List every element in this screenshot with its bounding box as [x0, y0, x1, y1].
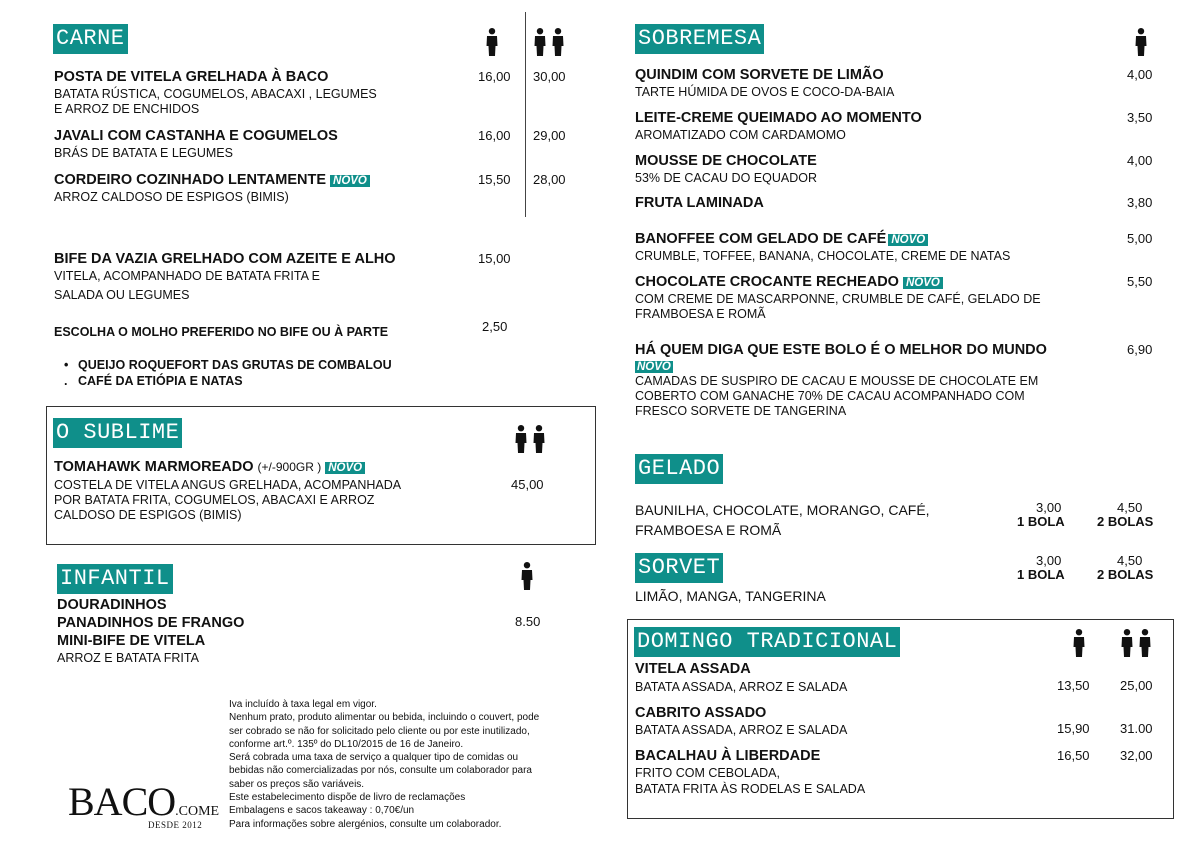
- dish-desc: VITELA, ACOMPANHADO DE BATATA FRITA E: [54, 269, 321, 283]
- dish-desc: TARTE HÚMIDA DE OVOS E COCO-DA-BAIA: [635, 85, 895, 99]
- dish-desc: FRITO COM CEBOLADA,: [635, 766, 780, 780]
- two-persons-icon: [514, 425, 548, 454]
- price-single: 15,50: [478, 172, 511, 187]
- dish-name: MOUSSE DE CHOCOLATE: [635, 153, 817, 169]
- price-two-scoops: 4,50: [1117, 553, 1143, 568]
- logo-since: DESDE 2012: [148, 820, 203, 830]
- price-single: 13,50: [1057, 678, 1090, 693]
- dish-name: CHOCOLATE CROCANTE RECHEADO NOVO: [635, 274, 943, 292]
- price-single: 6,90: [1127, 342, 1153, 357]
- one-person-icon: [520, 562, 534, 591]
- price-double: 29,00: [533, 128, 566, 143]
- dish-desc: ARROZ CALDOSO DE ESPIGOS (BIMIS): [54, 190, 289, 204]
- price-double: 31.00: [1120, 721, 1153, 736]
- dish-desc: CALDOSO DE ESPIGOS (BIMIS): [54, 508, 242, 522]
- one-person-icon: [1134, 28, 1148, 57]
- price-double: 28,00: [533, 172, 566, 187]
- price-single: 4,00: [1127, 67, 1153, 82]
- dish-name: BACALHAU À LIBERDADE: [635, 748, 821, 764]
- dish-desc: COM CREME DE MASCARPONNE, CRUMBLE DE CAFÉ, GELADO DE: [635, 292, 1041, 306]
- dish-name: VITELA ASSADA: [635, 661, 751, 677]
- two-persons-icon: [533, 28, 567, 57]
- baco-logo: BACO.COME: [68, 779, 220, 824]
- price-single: 16,00: [478, 128, 511, 143]
- dish-desc: FRAMBOESA E ROMÃ: [635, 307, 766, 321]
- price-single: 16,50: [1057, 748, 1090, 763]
- dish-name: PANADINHOS DE FRANGO: [57, 615, 245, 631]
- price-double: 32,00: [1120, 748, 1153, 763]
- legal-notice: Iva incluído à taxa legal em vigor. Nenhum prato, produto alimentar ou bebida, incluindo o couvert, pode ser cobrado se não for solicitado pelo cliente ou por este inutilizado, conforme art.º. 135º do DL10/2015 de 16 de Janeiro. Será cobrada uma taxa de serviço a qualquer tipo de comidas ou bebidas não comercializadas por nós, consulte um colaborador para saber os preços são variáveis. Este estabelecimento dispõe de livro de reclamações Embalagens e sacos takeaway : 0,70€/un Para informações sobre alergénios, consulte um colaborador.: [229, 699, 540, 830]
- dish-desc: LIMÃO, MANGA, TANGERINA: [635, 588, 826, 604]
- price-single: 8.50: [515, 614, 541, 629]
- section-header-domingo: DOMINGO TRADICIONAL: [634, 627, 900, 657]
- one-person-icon: [1072, 629, 1086, 658]
- price-single: 15,90: [1057, 721, 1090, 736]
- price-one-scoop: 3,00: [1036, 553, 1062, 568]
- price-double: 45,00: [511, 477, 544, 492]
- scoop-label: 2 BOLAS: [1097, 514, 1154, 529]
- price-single: 16,00: [478, 69, 511, 84]
- scoop-label: 2 BOLAS: [1097, 567, 1154, 582]
- price-single: 5,50: [1127, 274, 1153, 289]
- scoop-label: 1 BOLA: [1017, 514, 1065, 529]
- dish-desc: 53% DE CACAU DO EQUADOR: [635, 171, 817, 185]
- dish-desc: BRÁS DE BATATA E LEGUMES: [54, 146, 233, 160]
- dish-name: CABRITO ASSADO: [635, 705, 767, 721]
- dish-desc: ARROZ E BATATA FRITA: [57, 651, 199, 665]
- dish-desc: BATATA ASSADA, ARROZ E SALADA: [635, 680, 848, 694]
- dish-name: JAVALI COM CASTANHA E COGUMELOS: [54, 128, 338, 144]
- dish-name: MINI-BIFE DE VITELA: [57, 633, 206, 649]
- dish-desc: SALADA OU LEGUMES: [54, 288, 190, 302]
- section-header-carne: CARNE: [53, 24, 128, 54]
- section-header-gelado: GELADO: [635, 454, 723, 484]
- dish-desc: BATATA RÚSTICA, COGUMELOS, ABACAXI , LEGUMES: [54, 87, 377, 101]
- dish-name: POSTA DE VITELA GRELHADA À BACO: [54, 69, 329, 85]
- dish-desc: FRESCO SORVETE DE TANGERINA: [635, 404, 847, 418]
- sauce-option: • QUEIJO ROQUEFORT DAS GRUTAS DE COMBALOU: [64, 358, 392, 372]
- price-two-scoops: 4,50: [1117, 500, 1143, 515]
- dish-desc: COSTELA DE VITELA ANGUS GRELHADA, ACOMPANHADA: [54, 478, 402, 492]
- novo-badge: NOVO: [637, 361, 671, 373]
- dish-desc: E ARROZ DE ENCHIDOS: [54, 102, 200, 116]
- price-single: 3,80: [1127, 195, 1153, 210]
- section-header-sobremesa: SOBREMESA: [635, 24, 764, 54]
- novo-badge: NOVO: [330, 175, 370, 187]
- price-single: 5,00: [1127, 231, 1153, 246]
- dish-desc: POR BATATA FRITA, COGUMELOS, ABACAXI E ARROZ: [54, 493, 375, 507]
- sauce-option: . CAFÉ DA ETIÓPIA E NATAS: [64, 374, 243, 388]
- sauce-label: ESCOLHA O MOLHO PREFERIDO NO BIFE OU À PARTE: [54, 325, 389, 339]
- price-single: 4,00: [1127, 153, 1153, 168]
- novo-badge: NOVO: [325, 462, 365, 474]
- novo-badge: NOVO: [888, 234, 928, 246]
- one-person-icon: [485, 28, 499, 57]
- scoop-label: 1 BOLA: [1017, 567, 1065, 582]
- dish-name: TOMAHAWK MARMOREADO (+/-900GR ) NOVO: [54, 459, 365, 477]
- dish-desc: FRAMBOESA E ROMÃ: [635, 522, 782, 538]
- dish-name: FRUTA LAMINADA: [635, 195, 764, 211]
- section-header-infantil: INFANTIL: [57, 564, 173, 594]
- price-column-divider: [525, 12, 526, 217]
- dish-name: CORDEIRO COZINHADO LENTAMENTE NOVO: [54, 172, 370, 190]
- dish-desc: COBERTO COM GANACHE 70% DE CACAU ACOMPANHADO COM: [635, 389, 1025, 403]
- section-header-sublime: O SUBLIME: [53, 418, 182, 448]
- dish-desc: BATATA FRITA ÀS RODELAS E SALADA: [635, 782, 866, 796]
- dish-name: BIFE DA VAZIA GRELHADO COM AZEITE E ALHO: [54, 251, 396, 267]
- dish-name: QUINDIM COM SORVETE DE LIMÃO: [635, 67, 884, 83]
- dish-desc: BAUNILHA, CHOCOLATE, MORANGO, CAFÉ,: [635, 502, 930, 518]
- dish-name: DOURADINHOS: [57, 597, 167, 613]
- price-single: 3,50: [1127, 110, 1153, 125]
- novo-badge: NOVO: [903, 277, 943, 289]
- two-persons-icon: [1120, 629, 1154, 658]
- price-double: 25,00: [1120, 678, 1153, 693]
- dish-name: HÁ QUEM DIGA QUE ESTE BOLO É O MELHOR DO MUNDO: [635, 342, 1047, 358]
- dish-desc: AROMATIZADO COM CARDAMOMO: [635, 128, 846, 142]
- price-one-scoop: 3,00: [1036, 500, 1062, 515]
- price-double: 30,00: [533, 69, 566, 84]
- dish-desc: BATATA ASSADA, ARROZ E SALADA: [635, 723, 848, 737]
- dish-desc: CAMADAS DE SUSPIRO DE CACAU E MOUSSE DE CHOCOLATE EM: [635, 374, 1039, 388]
- dish-name: BANOFFEE COM GELADO DE CAFÉ NOVO: [635, 231, 928, 249]
- dish-desc: CRUMBLE, TOFFEE, BANANA, CHOCOLATE, CREME DE NATAS: [635, 249, 1011, 263]
- price-single: 15,00: [478, 251, 511, 266]
- dish-name: LEITE-CREME QUEIMADO AO MOMENTO: [635, 110, 922, 126]
- section-header-sorvet: SORVET: [635, 553, 723, 583]
- sauce-price: 2,50: [482, 319, 508, 334]
